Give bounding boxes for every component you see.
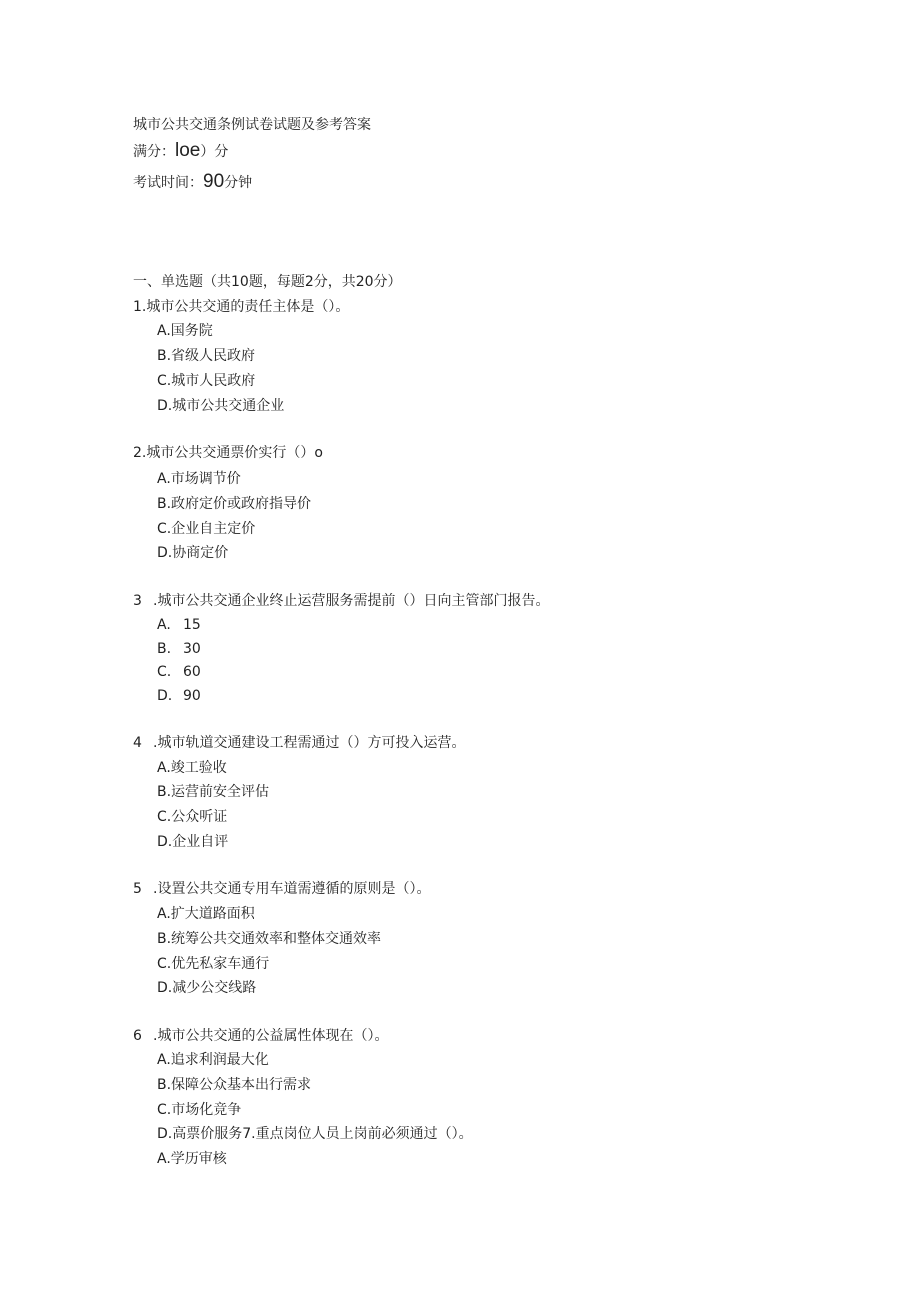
question-1-option-d: D.城市公共交通企业	[157, 398, 285, 414]
option-letter: B.	[157, 641, 172, 657]
question-4-stem	[133, 733, 465, 753]
question-3-option-a	[157, 615, 201, 635]
question-5-option-d: D.减少公交线路	[157, 980, 257, 996]
score-value: loe	[175, 140, 201, 161]
question-5-option-a: A.扩大道路面积	[157, 906, 255, 922]
question-3-text: .城市公共交通企业终止运营服务需提前（）日向主管部门报告。	[153, 593, 550, 609]
document-title: 城市公共交通条例试卷试题及参考答案	[133, 117, 371, 133]
option-letter: A.	[157, 617, 171, 633]
option-value: 15	[183, 617, 201, 633]
option-value: 60	[183, 664, 201, 680]
question-5-number: 5	[133, 881, 142, 897]
question-4-text: .城市轨道交通建设工程需通过（）方可投入运营。	[153, 735, 466, 751]
question-2-option-c: C.企业自主定价	[157, 521, 256, 537]
time-prefix: 考试时间：	[133, 175, 203, 191]
question-4-option-c: C.公众听证	[157, 809, 228, 825]
question-6-option-b: B.保障公众基本出行需求	[157, 1077, 312, 1093]
section-heading: 一、单选题（共10题，每题2分，共20分）	[133, 274, 402, 290]
time-value: 90	[203, 171, 225, 192]
question-1-option-c: C.城市人民政府	[157, 373, 256, 389]
question-2-option-b: B.政府定价或政府指导价	[157, 496, 312, 512]
question-3-number: 3	[133, 593, 142, 609]
question-2-option-a: A.市场调节价	[157, 471, 241, 487]
option-value: 90	[183, 688, 201, 704]
question-3-stem	[133, 591, 549, 611]
question-6-option-d: D.高票价服务7.重点岗位人员上岗前必须通过（）。	[157, 1126, 473, 1142]
question-1-stem: 1.城市公共交通的责任主体是（）。	[133, 299, 350, 315]
question-5-stem	[133, 879, 430, 899]
question-2-stem: 2.城市公共交通票价实行（）o	[133, 445, 323, 461]
question-6-stem	[133, 1026, 388, 1046]
question-1-option-a: A.国务院	[157, 323, 213, 339]
question-7-option-a: A.学历审核	[157, 1151, 227, 1167]
option-value: 30	[183, 641, 201, 657]
time-suffix: 分钟	[224, 175, 253, 191]
question-3-option-b	[157, 639, 201, 659]
question-1-option-b: B.省级人民政府	[157, 348, 256, 364]
question-6-option-a: A.追求利润最大化	[157, 1052, 269, 1068]
option-letter: C.	[157, 664, 172, 680]
option-letter: D.	[157, 688, 173, 704]
question-6-option-c: C.市场化竞争	[157, 1102, 242, 1118]
question-3-option-c	[157, 662, 201, 682]
question-5-text: .设置公共交通专用车道需遵循的原则是（）。	[153, 881, 431, 897]
question-6-number: 6	[133, 1028, 142, 1044]
question-4-option-b: B.运营前安全评估	[157, 784, 270, 800]
question-3-option-d	[157, 686, 201, 706]
question-5-option-c: C.优先私家车通行	[157, 956, 270, 972]
question-5-option-b: B.统筹公共交通效率和整体交通效率	[157, 931, 382, 947]
question-6-text: .城市公共交通的公益属性体现在（）。	[153, 1028, 389, 1044]
score-suffix: ）分	[200, 144, 229, 160]
question-4-number: 4	[133, 735, 142, 751]
score-prefix: 满分：	[133, 144, 175, 160]
full-score-line	[133, 141, 228, 162]
question-4-option-a: A.竣工验收	[157, 760, 227, 776]
exam-time-line	[133, 172, 252, 193]
question-4-option-d: D.企业自评	[157, 834, 229, 850]
question-2-option-d: D.协商定价	[157, 545, 229, 561]
